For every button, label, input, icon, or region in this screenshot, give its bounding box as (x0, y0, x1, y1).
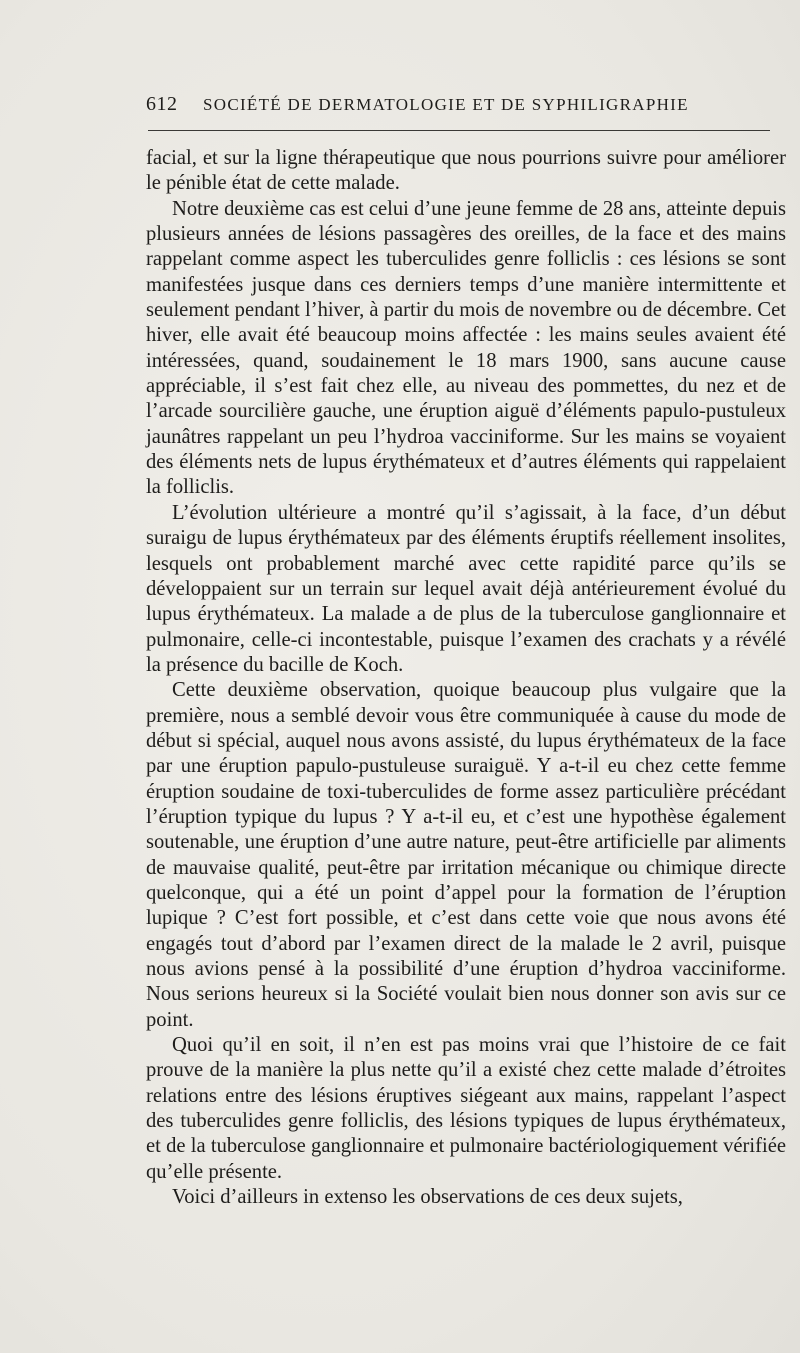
paragraph: L’évolution ultérieure a montré qu’il s’agissait, à la face, d’un début suraigu de lupus érythémateux par des éléments éruptifs réellement insolites, lesquels ont probablement marché avec cette rapidité parce qu’ils se développaient sur un terrain sur lequel avait déjà antérieurement évolué du lupus érythémateux. La malade a de plus de la tuberculose ganglionnaire et pulmonaire, celle-ci incontestable, puisque l’examen des crachats y a révélé la présence du bacille de Koch. (146, 501, 786, 676)
paragraph-continuation: facial, et sur la ligne thérapeutique que nous pourrions suivre pour améliorer le pénible état de cette malade. (146, 147, 786, 195)
body-text (146, 146, 786, 1210)
paragraph: Notre deuxième cas est celui d’une jeune femme de 28 ans, atteinte depuis plusieurs années de lésions passagères des oreilles, de la face et des mains rappelant comme aspect les tuberculides genre folliclis : ces lésions se sont manifestées jusque dans ces derniers temps d’une manière intermittente et seulement pendant l’hiver, à partir du mois de novembre ou de décembre. Cet hiver, elle avait été beaucoup moins affectée : les mains seules avaient été intéressées, quand, soudainement le 18 mars 1900, sans aucune cause appréciable, il s’est fait chez elle, au niveau des pommettes, du nez et de l’arcade sourcilière gauche, une éruption aiguë d’éléments papulo-pustuleux jaunâtres rappelant un peu l’hydroa vacciniforme. Sur les mains se voyaient des éléments nets de lupus érythémateux et d’autres éléments qui rappelaient la folliclis. (146, 197, 786, 499)
header-rule (148, 130, 770, 131)
page-number: 612 (146, 93, 178, 115)
paragraph: Cette deuxième observation, quoique beaucoup plus vulgaire que la première, nous a semblé devoir vous être communiquée à cause du mode de début si spécial, auquel nous avons assisté, du lupus érythémateux de la face par une éruption papulo-pustuleuse suraiguë. Y a-t-il eu chez cette femme éruption soudaine de toxi-tuberculides de forme assez particulière précédant l’éruption typique du lupus ? Y a-t-il eu, et c’est une hypothèse également soutenable, une éruption d’une autre nature, peut-être artificielle par aliments de mauvaise qualité, peut-être par irritation mécanique ou chimique directe quelconque, qui a été un point d’appel pour la formation de l’éruption lupique ? C’est fort possible, et c’est dans cette voie que nous avons été engagés tout d’abord par l’examen direct de la malade le 2 avril, puisque nous avions pensé à la possibilité d’une éruption d’hydroa vacciniforme. Nous serions heureux si la Société voulait bien nous donner son avis sur ce point. (146, 679, 786, 1031)
page-header (146, 93, 786, 119)
paragraph: Quoi qu’il en soit, il n’en est pas moins vrai que l’histoire de ce fait prouve de la manière la plus nette qu’il a existé chez cette malade d’étroites relations entre des lésions éruptives siégeant aux mains, rappelant l’aspect des tuberculides genre folliclis, des lésions typiques de lupus érythémateux, et de la tuberculose ganglionnaire et pulmonaire bactériologiquement vérifiée qu’elle présente. (146, 1034, 786, 1183)
paragraph: Voici d’ailleurs in extenso les observations de ces deux sujets, (172, 1186, 683, 1209)
running-title: SOCIÉTÉ DE DERMATOLOGIE ET DE SYPHILIGRAPHIE (203, 95, 689, 114)
